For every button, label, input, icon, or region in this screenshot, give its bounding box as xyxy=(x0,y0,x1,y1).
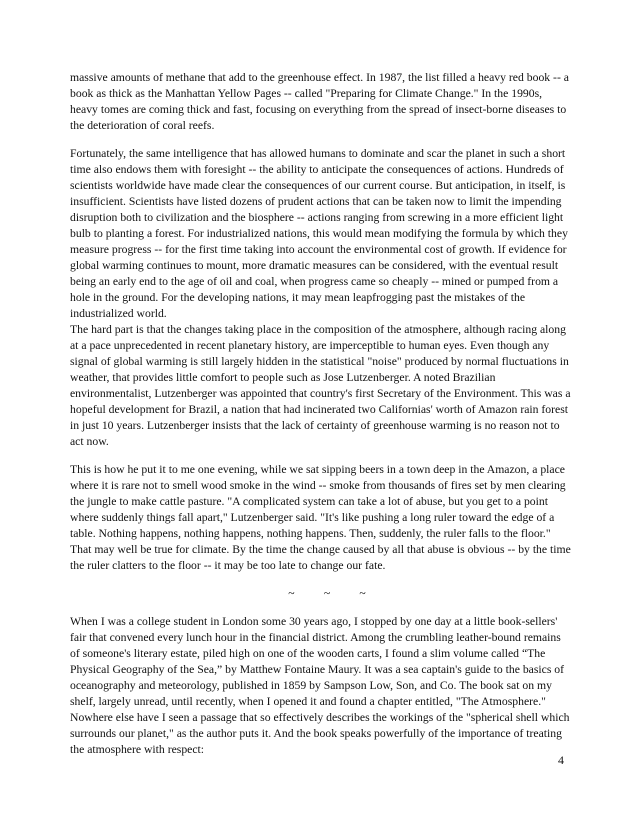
paragraph-methane: massive amounts of methane that add to the greenhouse effect. In 1987, the list filled a heavy red book -- a book as thick as the Manhattan Yellow Pages -- called "Preparing for Climate Change." In the 1990s, heavy tomes are coming thick and fast, focusing on everything from the spread of insect-borne diseases to the deterioration of coral reefs. xyxy=(70,71,569,132)
body-text xyxy=(70,70,572,758)
paragraph-london-bookfair: When I was a college student in London some 30 years ago, I stopped by one day at a little book-sellers' fair that convened every lunch hour in the financial district. Among the crumbling leather-bound remains of someone's literary estate, piled high on one of the wooden carts, I found a slim volume called “The Physical Geography of the Sea,” by Matthew Fontaine Maury. It was a sea captain's guide to the basics of oceanography and meteorology, published in 1859 by Sampson Low, Son, and Co. The book sat on my shelf, largely unread, until recently, when I opened it and found a chapter entitled, "The Atmosphere." Nowhere else have I seen a passage that so effectively describes the workings of the "spherical shell which surrounds our planet," as the author puts it. And the book speaks powerfully of the importance of treating the atmosphere with respect: xyxy=(70,615,570,756)
page-number: 4 xyxy=(558,753,564,767)
paragraph-foresight: Fortunately, the same intelligence that has allowed humans to dominate and scar the planet in such a short time also endows them with foresight -- the ability to anticipate the consequences of actions. Hundreds of scientists worldwide have made clear the consequences of our current course. But anticipation, in itself, is insufficient. Scientists have listed dozens of prudent actions that can be taken now to limit the impending disruption both to civilization and the biosphere -- actions ranging from screwing in a more efficient light bulb to planting a forest. For industrialized nations, this would mean modifying the formula by which they measure progress -- for the first time taking into account the environmental cost of growth. If evidence for global warming continues to mount, more dramatic measures can be considered, with the eventual result being an early end to the age of oil and coal, when progress came so cheaply -- mined or pumped from a hole in the ground. For the developing nations, it may mean leapfrogging past the mistakes of the industrialized world. xyxy=(70,147,568,320)
paragraph-hard-part: The hard part is that the changes taking place in the composition of the atmosphere, although racing along at a pace unprecedented in recent planetary history, are imperceptible to human eyes. Even though any signal of global warming is still largely hidden in the statistical "noise" produced by normal fluctuations in weather, that provides little comfort to people such as Jose Lutzenberger. A noted Brazilian environmentalist, Lutzenberger was appointed that country's first Secretary of the Environment. This was a hopeful development for Brazil, a nation that had incinerated two Californias' worth of Amazon rain forest in just 10 years. Lutzenberger insists that the lack of certainty of greenhouse warming is no reason not to act now. xyxy=(70,323,571,448)
section-separator: ~ ~ ~ xyxy=(288,587,366,600)
paragraph-ruler-analogy: This is how he put it to me one evening, while we sat sipping beers in a town deep in the Amazon, a place where it is rare not to smell wood smoke in the wind -- smoke from thousands of fires set by men clearing the jungle to make cattle pasture. "A complicated system can take a lot of abuse, but you get to a point where suddenly things fall apart," Lutzenberger said. "It's like pushing a long ruler toward the edge of a table. Nothing happens, nothing happens, nothing happens. Then, suddenly, the ruler falls to the floor." That may well be true for climate. By the time the change caused by all that abuse is obvious -- by the time the ruler clatters to the floor -- it may be too late to change our fate. xyxy=(70,463,571,572)
